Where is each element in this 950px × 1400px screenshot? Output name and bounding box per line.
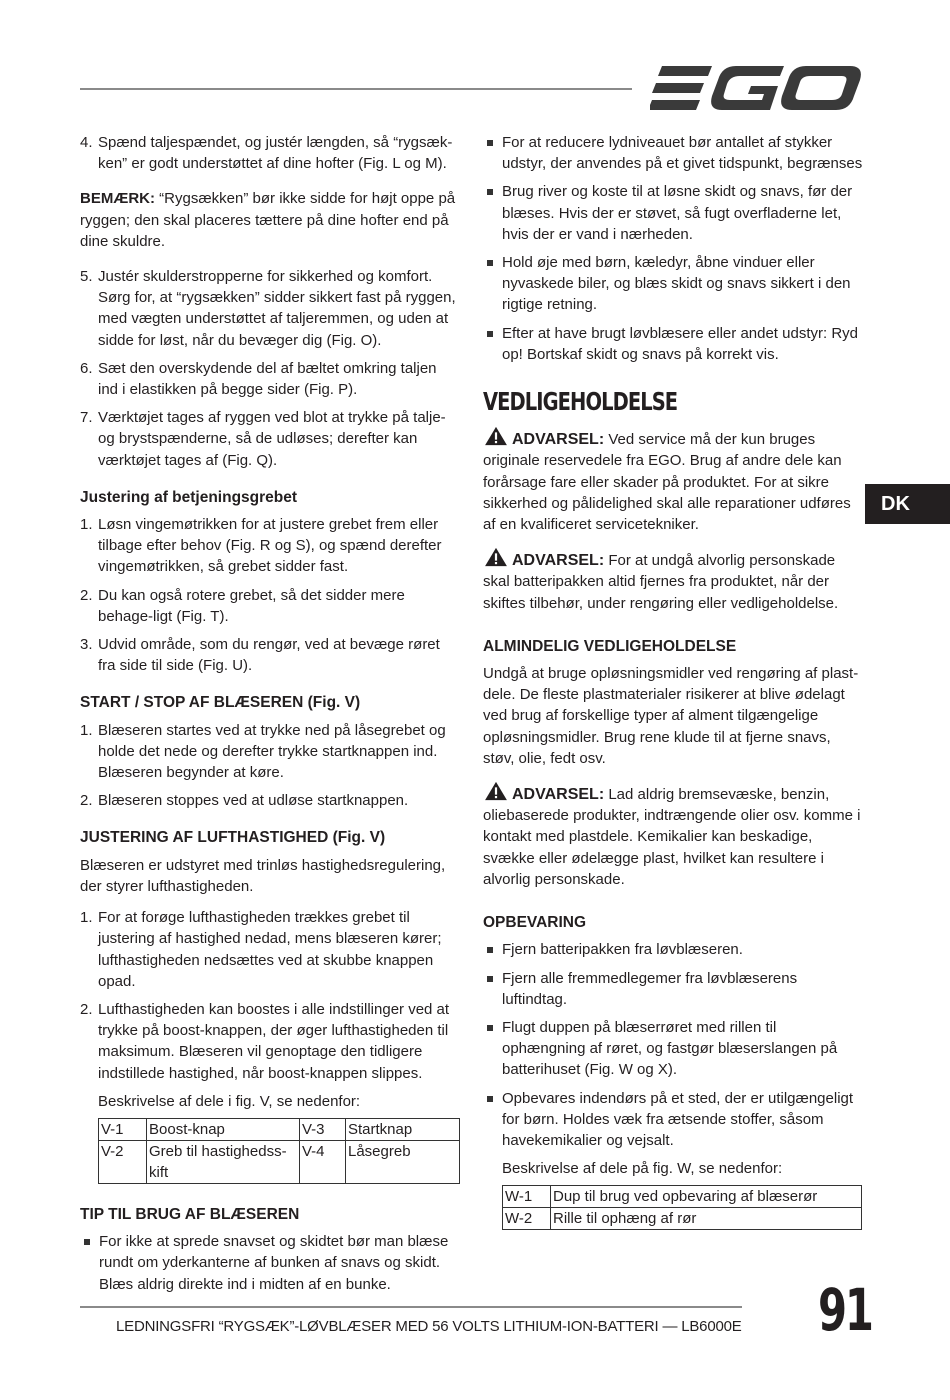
section-heading: TIP TIL BRUG AF BLÆSEREN: [80, 1205, 300, 1223]
list-item: 4. Spænd taljespændet, og justér længden, så “rygsæk-ken” er godt understøttet af dine hofter (Fig. L og M).: [80, 134, 453, 173]
list-item: 2. Du kan også rotere grebet, så det sidder mere behage-ligt (Fig. T).: [80, 586, 405, 625]
section-title: VEDLIGEHOLDELSE: [483, 387, 678, 417]
list-item: Opbevares indendørs på et sted, der er utilgængeligt for børn. Holdes væk fra ætsende stoffer, såsom havekemikalier og vejsalt.: [483, 1088, 863, 1152]
warning-label: ADVARSEL:: [512, 552, 605, 570]
section-heading: START / STOP AF BLÆSEREN (Fig. V): [80, 694, 361, 712]
warning-paragraph: ADVARSEL: Lad aldrig bremsevæske, benzin, oliebaserede produkter, indtrængende olier osv. komme i kontakt med plastdele. Kemikalier kan beskadige, svække eller ødelægge plast, hvilket kan resultere i alvorlig personskade.: [483, 781, 863, 890]
list-item: For at reducere lydniveauet bør antallet af stykker udstyr, der anvendes på et givet tidspunkt, begrænses: [483, 132, 863, 174]
section-heading: Justering af betjeningsgrebet: [80, 488, 298, 506]
footer-rule: [80, 1306, 742, 1308]
table-row: V-2 Greb til hastighedss-kift V-4 Låsegreb: [99, 1140, 460, 1183]
warning-label: ADVARSEL:: [512, 431, 605, 449]
list-item: Brug river og koste til at løsne skidt og snavs, før der blæses. Hvis der er støvet, så fugt overfladerne let, hvis der er vand i nærheden.: [483, 181, 863, 245]
section-heading: ALMINDELIG VEDLIGEHOLDELSE: [483, 637, 737, 655]
list-item: 2. Blæseren stoppes ved at udløse startknappen.: [80, 792, 409, 810]
warning-triangle-icon: [483, 426, 509, 446]
section-heading: OPBEVARING: [483, 914, 587, 932]
list-item: 3. Udvid område, som du rengør, ved at bevæge røret fra side til side (Fig. U).: [80, 636, 440, 675]
warning-triangle-icon: [483, 547, 509, 567]
list-item: Fjern alle fremmedlegemer fra løvblæserens luftindtag.: [483, 968, 863, 1010]
list-item: 5. Justér skulderstropperne for sikkerhed og komfort. Sørg for, at “rygsækken” sidder sikkert fast på ryggen, med vægten understøttet af taljeremmen, og uden at sidde for løst, når du bevæger dig (Fig. O).: [80, 268, 456, 349]
right-column: [483, 132, 863, 1230]
footer-text: LEDNINGSFRI “RYGSÆK”-LØVBLÆSER MED 56 VOLTS LITHIUM-ION-BATTERI — LB6000E: [116, 1318, 742, 1335]
header-rule: [80, 88, 632, 90]
list-item: Flugt duppen på blæserrøret med rillen til ophængning af røret, og fastgør blæserslangen på batterihuset (Fig. W og X).: [483, 1017, 863, 1081]
list-item: Fjern batteripakken fra løvblæseren.: [483, 939, 863, 960]
warning-label: ADVARSEL:: [512, 786, 605, 804]
parts-table-w: [502, 1185, 862, 1230]
section-heading: JUSTERING AF LUFTHASTIGHED (Fig. V): [80, 829, 386, 847]
left-column: [80, 132, 460, 1302]
table-row: V-1 Boost-knap V-3 Startknap: [99, 1118, 460, 1140]
paragraph: Blæseren er udstyret med trinløs hastighedsregulering, der styrer lufthastigheden.: [80, 856, 446, 895]
note-label: BEMÆRK:: [80, 190, 155, 208]
list-item: 2. Lufthastigheden kan boostes i alle indstillinger ved at trykke på boost-knappen, der øger lufthastigheden til maksimum. Blæseren vil genoptage den tidligere indstillede hastighed, når boost-knappen slippes.: [80, 1000, 450, 1082]
list-item: 7. Værktøjet tages af ryggen ved blot at trykke på talje- og brystspænderne, så de udløses; derefter kan værktøjet tages af (Fig. Q).: [80, 409, 446, 469]
table-row: W-1 Dup til brug ved opbevaring af blæserør: [503, 1186, 862, 1208]
warning-paragraph: ADVARSEL: For at undgå alvorlig personskade skal batteripakken altid fjernes fra produktet, når der skiftes tilbehør, under rengøring eller vedligeholdelse.: [483, 547, 863, 614]
list-item: 1. For at forøge lufthastigheden trækkes grebet til justering af hastighed nedad, mens blæseren kører; lufthastigheden nedsættes ved at skubbe knappen opad.: [80, 909, 442, 990]
ego-logo-icon: [650, 64, 862, 112]
language-tab: DK: [865, 484, 950, 524]
paragraph: Undgå at bruge opløsningsmidler ved rengøring af plast-dele. De fleste plastmaterialer risikerer at blive ødelagt ved brug af forskellige typer af alment tilgængelige opløsningsmidler. Brug rene klude til at fjerne snavs, støv, olie, fedt osv.: [483, 665, 859, 767]
list-item: 1. Blæseren startes ved at trykke ned på låsegrebet og holde det nede og derefter trykke startknappen ind. Blæseren begynder at køre.: [80, 721, 446, 782]
list-item: For ikke at sprede snavset og skidtet bør man blæse rundt om yderkanterne af bunken af snavs og skidt. Blæs aldrig direkte ind i midten af en bunke.: [80, 1231, 460, 1295]
parts-caption: Beskrivelse af dele på fig. W, se nedenfor:: [502, 1160, 783, 1178]
page-number: 91: [818, 1276, 872, 1344]
warning-paragraph: ADVARSEL: Ved service må der kun bruges originale reservedele fra EGO. Brug af andre dele kan forårsage fare eller skader på produktet. For at sikre sikkerhed og pålidelighed skal alle reparationer udføres af en kvalificeret servicetekniker.: [483, 426, 863, 535]
note-paragraph: BEMÆRK: “Rygsækken” bør ikke sidde for højt oppe på ryggen; den skal placeres tættere på dine hofter end på dine skuldre.: [80, 190, 456, 250]
table-row: W-2 Rille til ophæng af rør: [503, 1208, 862, 1230]
list-item: 1. Løsn vingemøtrikken for at justere grebet frem eller tilbage efter behov (Fig. R og S), og spænd derefter vingemøtrikken, så grebet sidder fast.: [80, 516, 442, 576]
parts-caption: Beskrivelse af dele i fig. V, se nedenfor:: [98, 1092, 361, 1110]
warning-triangle-icon: [483, 781, 509, 801]
parts-table-v: [98, 1118, 460, 1184]
list-item: Efter at have brugt løvblæsere eller andet udstyr: Ryd op! Bortskaf skidt og snavs på korrekt vis.: [483, 323, 863, 365]
list-item: 6. Sæt den overskydende del af bæltet omkring taljen ind i elastikken på begge sider (Fig. P).: [80, 359, 437, 399]
list-item: Hold øje med børn, kæledyr, åbne vinduer eller nyvaskede biler, og blæs skidt og snavs sikkert i den rigtige retning.: [483, 252, 863, 316]
